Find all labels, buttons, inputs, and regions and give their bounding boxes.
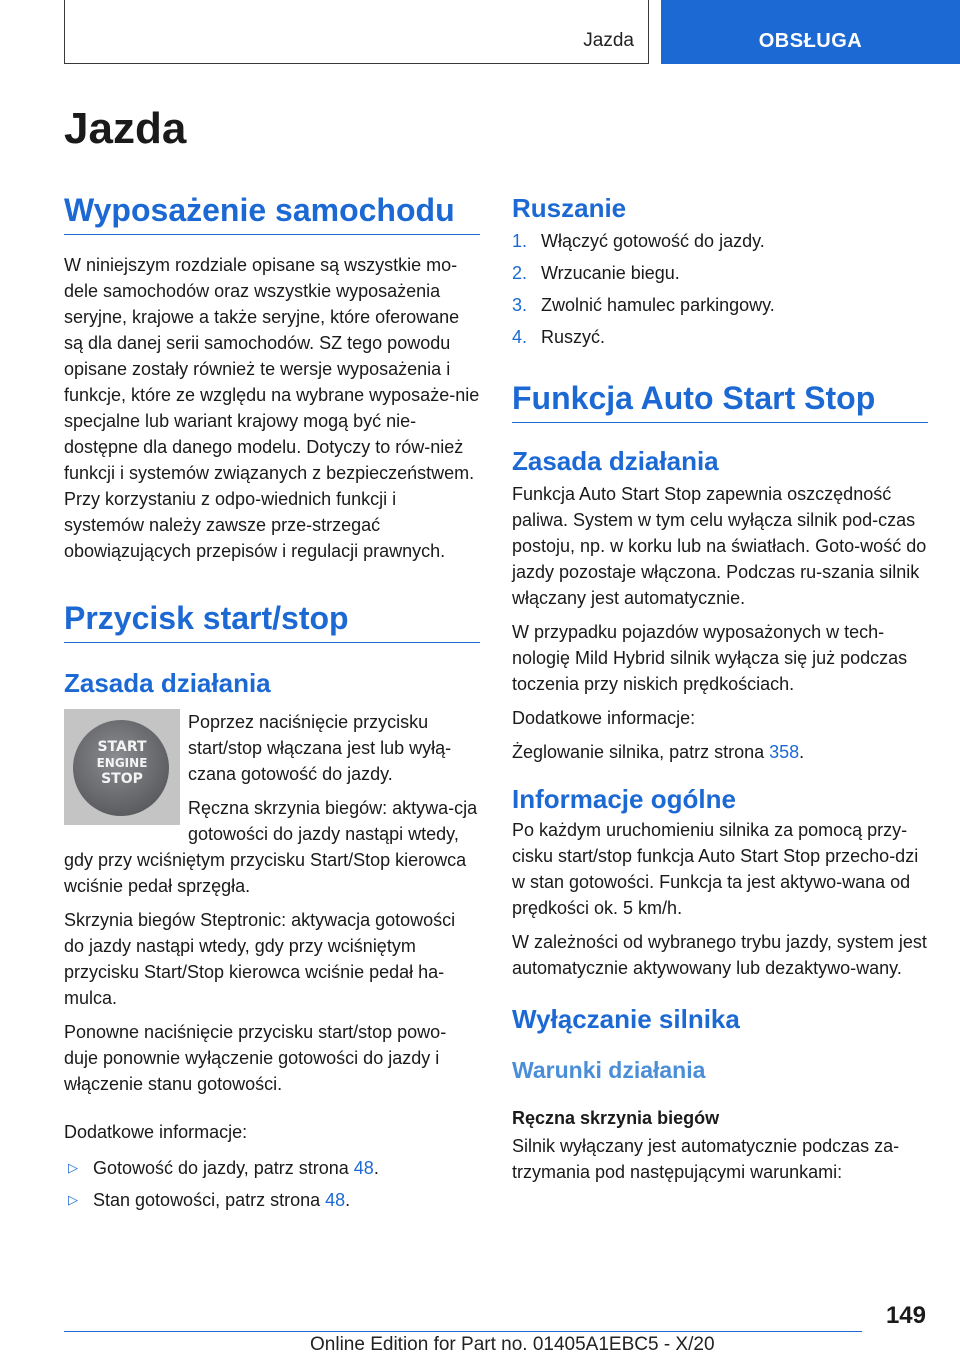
list-item [64,1155,480,1181]
page-number: 149 [885,1302,926,1329]
step-text: Włączyć gotowość do jazdy. [541,231,765,251]
list-item-text: Gotowość do jazdy, patrz strona [93,1158,354,1178]
header-chapter: Jazda [583,30,634,51]
subsection-title-principle: Zasada działania [64,668,271,698]
step-number: 2. [512,263,528,283]
start-stop-p2: Ręczna skrzynia biegów: aktywa-cja gotowości do jazdy nastąpi wtedy, gdy przy wciśniętym przycisku Start/Stop kierowca wciśnie pedał sprzęgła. [64,798,478,896]
footer-divider [64,1331,862,1332]
button-label [64,739,180,787]
section-title-auto-start-stop: Funkcja Auto Start Stop [512,378,928,423]
step-number: 3. [512,295,528,315]
step-item [512,292,928,318]
header-section: OBSŁUGA [758,30,863,52]
subsection-title-drive-off: Ruszanie [512,193,627,223]
page-link[interactable]: 358 [769,742,800,762]
step-item [512,324,928,350]
step-number: 4. [512,327,528,347]
subsection-title-general-info: Informacje ogólne [512,784,736,814]
step-text: Ruszyć. [541,327,606,347]
general-info-p1: Po każdym uruchomieniu silnika za pomocą przy-cisku start/stop funkcja Auto Start Stop przecho-dzi w stan gotowości. Funkcja ta jest aktywo-wana od prędkości ok. 5 km/h. [512,820,919,918]
start-stop-p3: Skrzynia biegów Steptronic: aktywacja gotowości do jazdy nastąpi wtedy, gdy przy wciśniętym przycisku Start/Stop kierowca wciśnie pedał ha-mulca. [64,910,456,1008]
sailing-ref-end: . [799,742,805,762]
header-chapter-box [64,0,649,64]
equipment-paragraph: W niniejszym rozdziale opisane są wszystkie mo-dele samochodów oraz wszystkie wyposażenia seryjne, krajowe a także seryjne, które oferowane są dla danej serii samochodów. SZ tego powodu opisane zostały również te wersje wyposażenia i funkcje, które ze względu na wybrane wyposaże-nie specjalne lub wariant krajowy mogą być nie-dostępne dla danego modelu. Dotyczy to rów-nież funkcji i systemów związanych z bezpieczeństwem. Przy korzystaniu z odpo-wiednich funkcji i systemów należy zawsze prze-strzegać obowiązujących przepisów i regulacji prawnych. [64,255,480,561]
header-section-tab[interactable] [661,0,960,64]
auto-principle-p3: Dodatkowe informacje: [512,708,696,728]
subsection-title-manual-gearbox: Ręczna skrzynia biegów [512,1108,720,1128]
section-title-start-stop-button: Przycisk start/stop [64,598,480,643]
general-info-p2: W zależności od wybranego trybu jazdy, system jest automatycznie aktywowany lub dezaktywo-wany. [512,932,927,978]
additional-info-label: Dodatkowe informacje: [64,1122,248,1142]
list-item-text: Stan gotowości, patrz strona [93,1190,326,1210]
start-engine-stop-button-image [64,709,180,825]
manual-gearbox-p1: Silnik wyłączany jest automatycznie podczas za-trzymania pod następującymi warunkami: [512,1136,900,1182]
list-item-end: . [345,1190,351,1210]
subsection-title-conditions: Warunki działania [512,1057,706,1083]
right-column [512,192,928,1185]
subsection-title-engine-off: Wyłączanie silnika [512,1004,740,1034]
auto-principle-p4 [512,739,928,765]
step-item [512,260,928,286]
step-number: 1. [512,231,528,251]
start-stop-p4: Ponowne naciśnięcie przycisku start/stop powo-duje ponownie wyłączenie gotowości do jazdy i włączenie stanu gotowości. [64,1022,447,1094]
page-title: Jazda [64,104,187,153]
page-link[interactable]: 48 [353,1158,374,1178]
step-item [512,228,928,254]
list-item [64,1187,480,1213]
left-column [64,190,480,1219]
button-label-stop: STOP [101,771,143,787]
start-stop-block [64,709,480,899]
button-label-engine: ENGINE [96,756,148,770]
list-item-end: . [373,1158,379,1178]
start-stop-p1: Poprzez naciśnięcie przycisku start/stop włączana jest lub wyłą-czana gotowość do jazdy. [188,712,452,784]
step-text: Zwolnić hamulec parkingowy. [541,295,775,315]
triangle-bullet-icon: ▷ [68,1160,78,1175]
drive-off-steps [512,228,928,350]
section-title-equipment: Wyposażenie samochodu [64,190,480,235]
triangle-bullet-icon: ▷ [68,1192,78,1207]
auto-principle-p2: W przypadku pojazdów wyposażonych w tech-nologię Mild Hybrid silnik wyłącza się już podczas toczenia przy niskich prędkościach. [512,622,908,694]
sailing-ref-text: Żeglowanie silnika, patrz strona [512,742,770,762]
page-link[interactable]: 48 [325,1190,346,1210]
footer-edition: Online Edition for Part no. 01405A1EBC5 - X/20 [310,1334,715,1355]
additional-info-list [64,1155,480,1213]
subsection-title-principle-auto: Zasada działania [512,446,719,476]
step-text: Wrzucanie biegu. [541,263,680,283]
button-label-start: START [97,739,147,755]
auto-principle-p1: Funkcja Auto Start Stop zapewnia oszczędność paliwa. System w tym celu wyłącza silnik pod-czas postoju, np. w korku lub na światłach. Goto-wość do jazdy pozostaje włączona. Podczas ru-szania silnik włączany jest automatycznie. [512,484,927,608]
